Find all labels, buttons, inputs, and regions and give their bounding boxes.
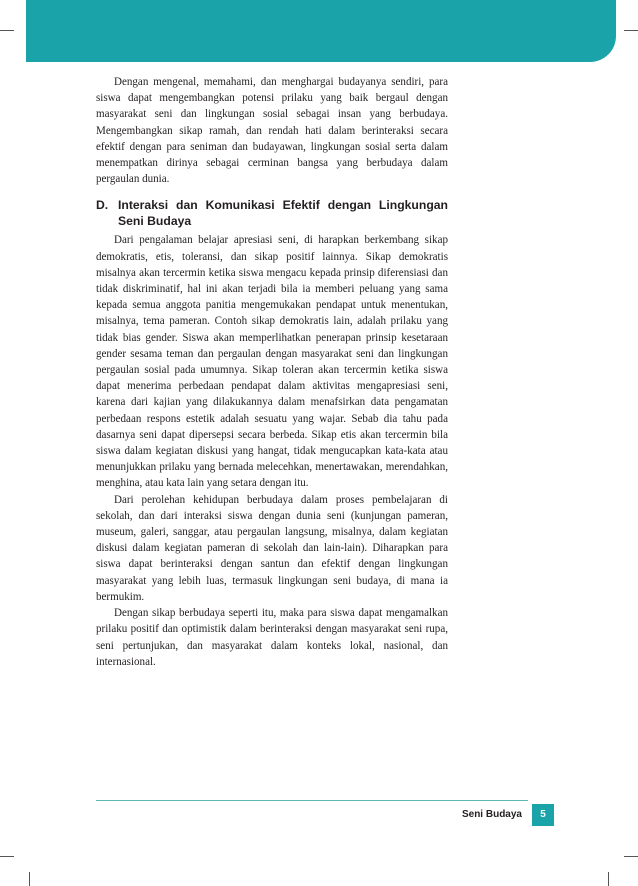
section-letter: D. <box>96 198 109 213</box>
crop-mark <box>0 30 14 31</box>
intro-paragraph: Dengan mengenal, memahami, dan menghargai budayanya sendiri, para siswa dapat mengembangkan potensi prilaku yang baik bergaul dengan masyarakat seni dan lingkungan sosial sebagai insan yang berbudaya. Mengembangkan sikap ramah, dan rendah hati dalam berinteraksi secara efektif dengan para seniman dan budayawan, lingkungan sosial serta dalam menempatkan dirinya sebagai cerminan bangsa yang berbudaya dalam pergaulan dunia. <box>96 76 448 186</box>
body-paragraph: Dari pengalaman belajar apresiasi seni, di harapkan berkembang sikap demokratis, etis, toleransi, dan sikap positif lainnya. Sikap demokratis misalnya akan tercermin ketika siswa mengacu kepada prinsip diferensiasi dan tidak diskriminatif, hal ini akan terjadi bila ia memberi peluang yang sama kepada semua anggota panitia mengemukakan pendapat untuk menentukan, misalnya, tema pameran. Contoh sikap demokratis lain, adalah prilaku yang tidak bias gender. Siswa akan memperlihatkan penerapan prinsip kesetaraan gender sesama teman dan pergaulan dengan masyarakat seni dan lingkungan pergaulan sosial pada umumnya. Sikap toleran akan tercermin ketika siswa dapat menerima perbedaan pendapat dalam aktivitas mengapresiasi seni, karena dari kajian yang dilakukannya dalam menafsirkan data pengamatan perbedaan respons estetik adalah sesuatu yang wajar. Sebab dia tahu pada dasarnya seni dapat dipersepsi secara berbeda. Sikap etis akan tercermin bila siswa dalam kegiatan diskusi yang hangat, tidak mengucapkan kata-kata atau menunjukkan prilaku yang bernada melecehkan, menertawakan, merendahkan, menghina, atau kata lain yang setara dengan itu. <box>96 234 448 490</box>
header-band <box>26 0 616 62</box>
section-title: Interaksi dan Komunikasi Efektif dengan Lingkungan Seni Budaya <box>118 198 448 229</box>
crop-mark <box>608 872 609 886</box>
body-paragraph: Dari perolehan kehidupan berbudaya dalam proses pembelajaran di sekolah, dan dari interaksi siswa dengan dunia seni (kunjungan pameran, museum, galeri, sanggar, atau pergaulan langsung, misalnya, dalam kegiatan diskusi dalam kegiatan pameran di sekolah dan lain-lain). Diharapkan para siswa dapat berinteraksi dengan santun dan efektif dengan lingkungan masyarakat yang lebih luas, termasuk lingkungan seni budaya, di mana ia bermukim. <box>96 493 448 603</box>
crop-mark <box>624 30 638 31</box>
crop-mark <box>0 856 14 857</box>
page-content <box>96 74 448 670</box>
footer-divider <box>96 800 528 801</box>
crop-mark <box>29 872 30 886</box>
body-paragraph: Dengan sikap berbudaya seperti itu, maka para siswa dapat mengamalkan prilaku positif dan optimistik dalam berinteraksi dengan masyarakat seni rupa, seni pertunjukan, dan masyarakat dalam konteks lokal, nasional, dan internasional. <box>96 607 448 668</box>
section-heading <box>96 197 448 229</box>
page-number: 5 <box>532 804 554 826</box>
footer-book-title: Seni Budaya <box>461 809 522 820</box>
crop-mark <box>624 856 638 857</box>
